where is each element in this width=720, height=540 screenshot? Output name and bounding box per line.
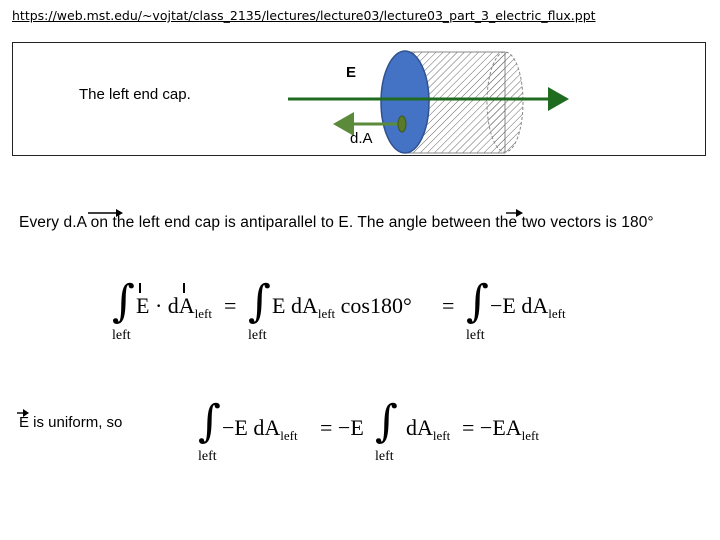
integral-limit: left [198, 449, 217, 464]
caption-text: Every d.A on the left end cap is antiparallel to E. The angle between the two vectors is 180° [19, 214, 654, 231]
eq1-equals-2: = [442, 293, 455, 318]
integral-sign: ∫ [375, 396, 398, 447]
integral-sign: ∫ [112, 276, 135, 327]
integral-limit: left [248, 328, 267, 343]
integral-sign: ∫ [466, 276, 489, 327]
uniform-field-note: E is uniform, so [19, 414, 123, 431]
eq1-equals-1: = [224, 293, 237, 318]
eq1-term1: $E \cdot dA_{left}$ [136, 293, 212, 321]
eq1-term3: −E $dA_{left}$ [490, 293, 566, 321]
integral-sign: ∫ [198, 396, 221, 447]
e-vector-label: E [346, 64, 357, 81]
integral-sign: ∫ [248, 276, 271, 327]
integral-limit: left [466, 328, 485, 343]
integral-limit: left [375, 449, 394, 464]
integral-limit: left [112, 328, 131, 343]
eq2-term2: $dA_{left}$ [406, 415, 451, 443]
right-end-cap [487, 52, 523, 152]
area-element-marker [398, 116, 406, 132]
source-url-link[interactable]: https://web.mst.edu/~vojtat/class_2135/lectures/lecture03/lecture03_part_3_electric_flux.ppt [12, 8, 596, 23]
da-vector-label: d.A [350, 130, 373, 147]
eq1-term2: E $dA_{left}$ cos180° [272, 293, 412, 321]
eq2-equals-1: = −E [320, 415, 364, 440]
left-end-cap [381, 51, 429, 153]
left-cap-label: The left end cap. [79, 86, 191, 103]
eq1-vector-marks [136, 281, 196, 295]
eq2-result: = $-EA_{left}$ [462, 415, 539, 443]
eq2-term1: −E $dA_{left}$ [222, 415, 298, 443]
